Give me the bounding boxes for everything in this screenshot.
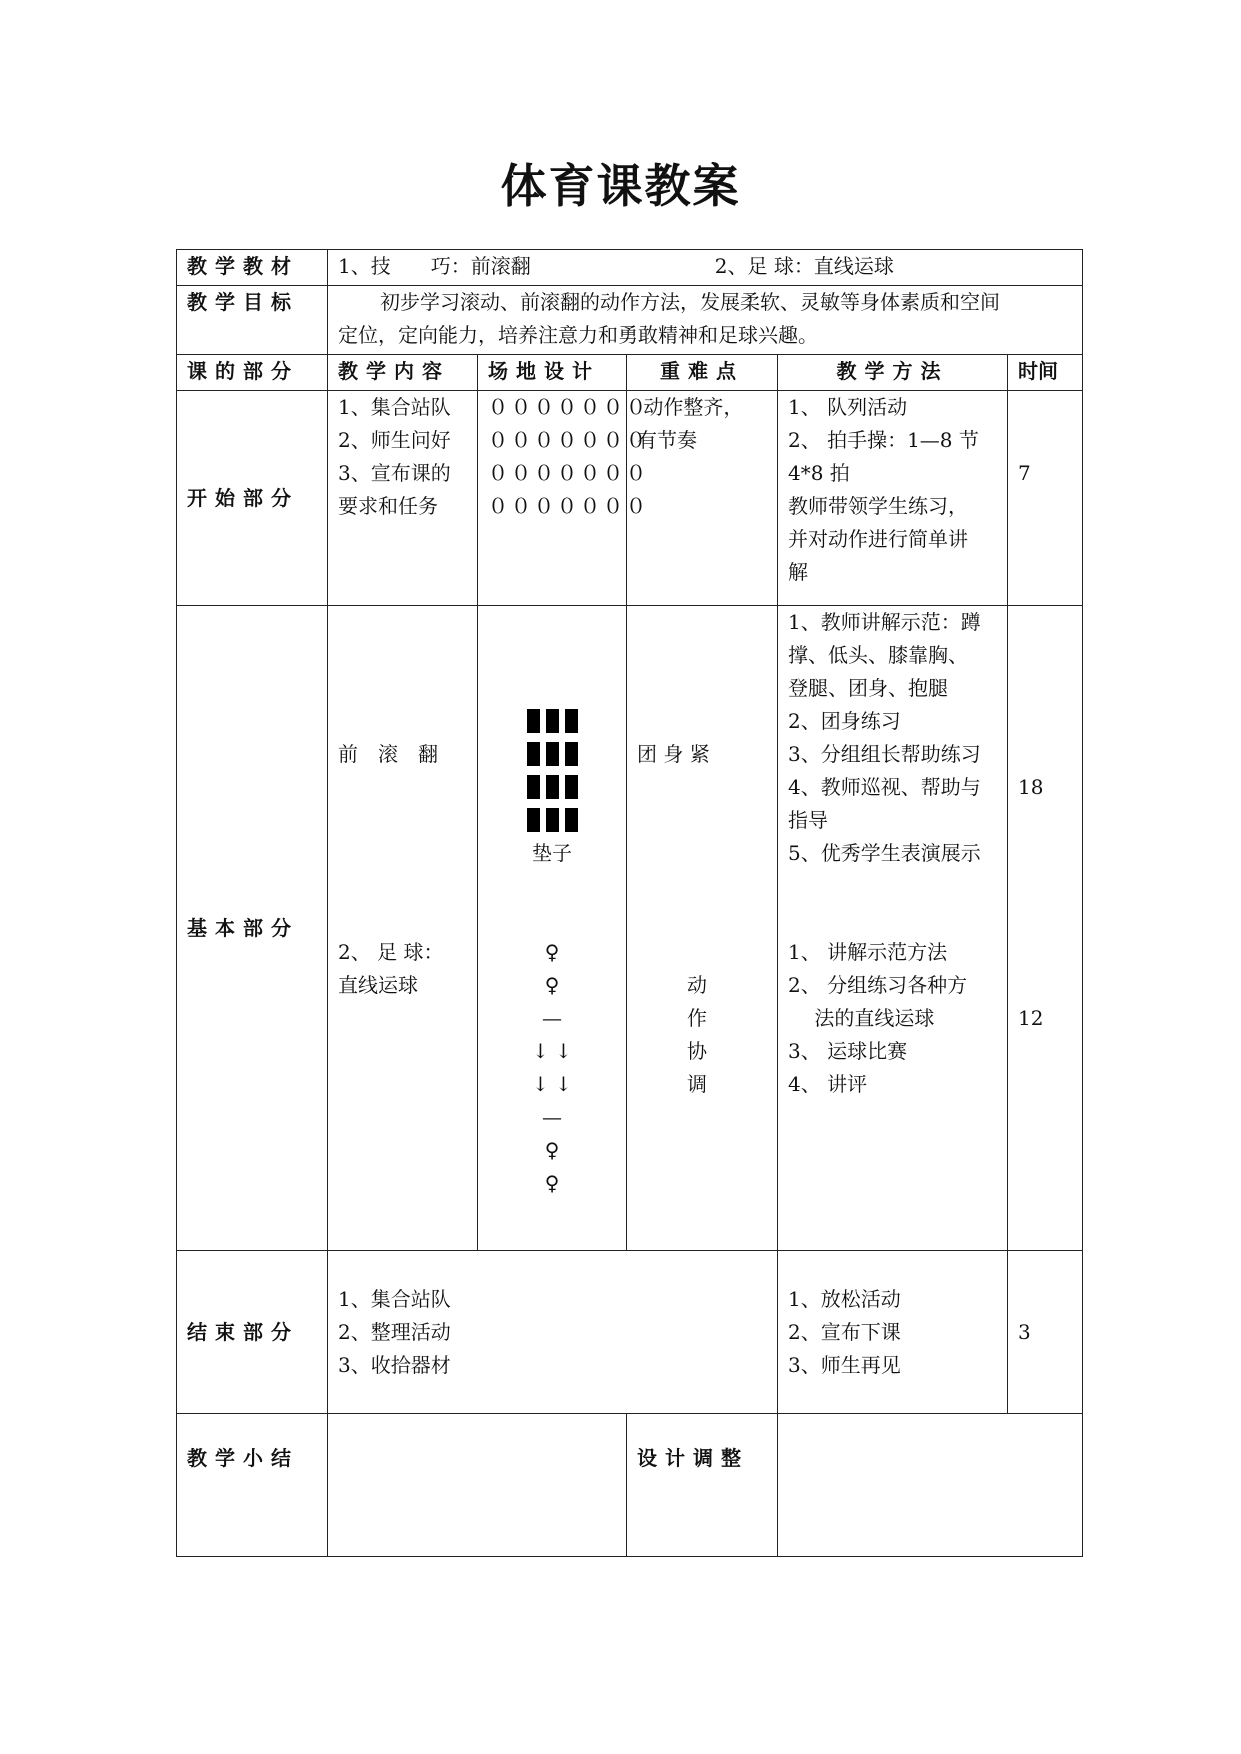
basic-row — [177, 606, 1083, 1251]
football-key-3: 协 — [687, 1039, 707, 1063]
material-label: 教学教材 — [177, 250, 328, 286]
summary-field — [328, 1414, 627, 1557]
end-label: 结束部分 — [177, 1251, 328, 1414]
start-label: 开始部分 — [177, 391, 328, 606]
header-venue: 场地设计 — [478, 355, 627, 391]
column-header-row — [177, 355, 1083, 391]
basic-label: 基本部分 — [177, 606, 328, 1251]
mat-caption: 垫子 — [532, 841, 572, 865]
football-time: 12 — [1018, 1006, 1044, 1030]
goal-line-1: 初步学习滚动、前滚翻的动作方法，发展柔软、灵敏等身体素质和空间 — [380, 290, 1000, 314]
start-time-value: 7 — [1018, 461, 1031, 485]
start-method-4: 教师带领学生练习， — [788, 494, 968, 518]
material-items — [328, 250, 1083, 286]
roll-method-2: 撑、低头、膝靠胸、 — [788, 643, 968, 667]
adjust-label: 设计调整 — [627, 1414, 778, 1557]
roll-method-4: 2、团身练习 — [788, 709, 901, 733]
end-method-2: 2、宣布下课 — [788, 1319, 901, 1344]
material-item-2: 2、足 球：直线运球 — [714, 254, 894, 278]
end-content-1: 1、集合站队 — [338, 1286, 451, 1311]
football-key-points — [637, 969, 767, 1101]
basic-method — [778, 606, 1008, 1251]
start-key-1: 动作整齐， — [637, 395, 744, 419]
football-content-2: 直线运球 — [338, 973, 418, 997]
start-method-2: 2、 拍手操：1—8 节 — [788, 428, 979, 452]
mat-icon — [565, 775, 578, 799]
lesson-plan-table — [176, 249, 1083, 1557]
start-key-points — [627, 391, 778, 606]
goal-row — [177, 286, 1083, 355]
mat-icon — [546, 808, 559, 832]
line-marker: — — [542, 1105, 562, 1129]
basic-key-points — [627, 606, 778, 1251]
end-method-1: 1、放松活动 — [788, 1286, 901, 1311]
header-part: 课的部分 — [177, 355, 328, 391]
football-method-2: 2、 分组练习各种方 — [788, 973, 968, 997]
basic-venue — [478, 606, 627, 1251]
header-method: 教学方法 — [778, 355, 1008, 391]
mat-icon — [546, 709, 559, 733]
end-content-3: 3、收拾器材 — [338, 1352, 451, 1377]
summary-row — [177, 1414, 1083, 1557]
football-key-1: 动 — [687, 973, 707, 997]
formation-row-4: ０００００００ — [488, 494, 649, 518]
adjust-field — [778, 1414, 1083, 1557]
goal-text — [328, 286, 1083, 355]
basic-time — [1008, 606, 1083, 1251]
arrow-down-icon: ↓ ↓ — [532, 1039, 572, 1063]
header-time: 时间 — [1008, 355, 1083, 391]
mat-icon — [527, 808, 540, 832]
football-key-2: 作 — [687, 1006, 707, 1030]
roll-time: 18 — [1018, 775, 1044, 799]
goal-line-2: 定位，定向能力，培养注意力和勇敢精神和足球兴趣。 — [338, 323, 818, 347]
football-method-4: 3、 运球比赛 — [788, 1039, 908, 1063]
formation-row-1: ０００００００ — [488, 395, 649, 419]
football-method-3: 法的直线运球 — [788, 1006, 935, 1030]
football-method-1: 1、 讲解示范方法 — [788, 940, 948, 964]
start-key-2: 有节奏 — [637, 428, 697, 452]
player-icon: ♀ — [544, 1138, 560, 1162]
arrow-down-icon: ↓ ↓ — [532, 1072, 572, 1096]
mat-icon — [565, 709, 578, 733]
header-content: 教学内容 — [328, 355, 478, 391]
start-method — [778, 391, 1008, 606]
roll-method-7: 指导 — [788, 808, 828, 832]
mat-icon — [527, 775, 540, 799]
roll-key-point: 团 身 紧 — [637, 742, 710, 766]
roll-method-8: 5、优秀学生表演展示 — [788, 841, 981, 865]
start-method-5: 并对动作进行简单讲 — [788, 527, 968, 551]
start-venue — [478, 391, 649, 606]
formation-row-2: ０００００００ — [488, 428, 649, 452]
header-key-points: 重难点 — [627, 355, 778, 391]
roll-method-3: 登腿、团身、抱腿 — [788, 676, 948, 700]
start-content-2: 2、师生问好 — [338, 428, 451, 452]
start-content-3: 3、宣布课的 — [338, 461, 451, 485]
mat-icon — [565, 808, 578, 832]
start-content-1: 1、集合站队 — [338, 395, 451, 419]
mat-icon — [527, 742, 540, 766]
mat-grid — [488, 705, 616, 837]
goal-label: 教学目标 — [177, 286, 328, 355]
end-method-3: 3、师生再见 — [788, 1352, 901, 1377]
player-icon: ♀ — [544, 940, 560, 964]
football-content-1: 2、 足 球： — [338, 940, 444, 964]
start-time — [1008, 391, 1083, 606]
end-row — [177, 1251, 1083, 1414]
roll-method-5: 3、分组组长帮助练习 — [788, 742, 981, 766]
mat-icon — [546, 742, 559, 766]
end-time: 3 — [1008, 1251, 1083, 1414]
football-method-5: 4、 讲评 — [788, 1072, 868, 1096]
end-content-2: 2、整理活动 — [338, 1319, 451, 1344]
line-marker: — — [542, 1006, 562, 1030]
summary-label: 教学小结 — [177, 1414, 328, 1557]
dribble-diagram — [488, 936, 616, 1200]
mat-icon — [546, 775, 559, 799]
end-content — [328, 1251, 778, 1414]
material-item-1: 1、技 巧：前滚翻 — [338, 254, 531, 278]
basic-content — [328, 606, 478, 1251]
start-method-3: 4*8 拍 — [788, 461, 850, 485]
roll-method-6: 4、教师巡视、帮助与 — [788, 775, 981, 799]
roll-method-1: 1、教师讲解示范：蹲 — [788, 610, 981, 634]
roll-content: 前 滚 翻 — [338, 742, 438, 766]
end-method — [778, 1251, 1008, 1414]
start-method-1: 1、 队列活动 — [788, 395, 908, 419]
player-icon: ♀ — [544, 1171, 560, 1195]
football-key-4: 调 — [687, 1072, 707, 1096]
player-icon: ♀ — [544, 973, 560, 997]
material-row — [177, 250, 1083, 286]
page-title: 体育课教案 — [500, 159, 741, 213]
formation-row-3: ０００００００ — [488, 461, 649, 485]
start-content-4: 要求和任务 — [338, 494, 438, 518]
start-method-6: 解 — [788, 560, 808, 584]
mat-icon — [527, 709, 540, 733]
start-row — [177, 391, 1083, 606]
mat-icon — [565, 742, 578, 766]
start-content — [328, 391, 478, 606]
